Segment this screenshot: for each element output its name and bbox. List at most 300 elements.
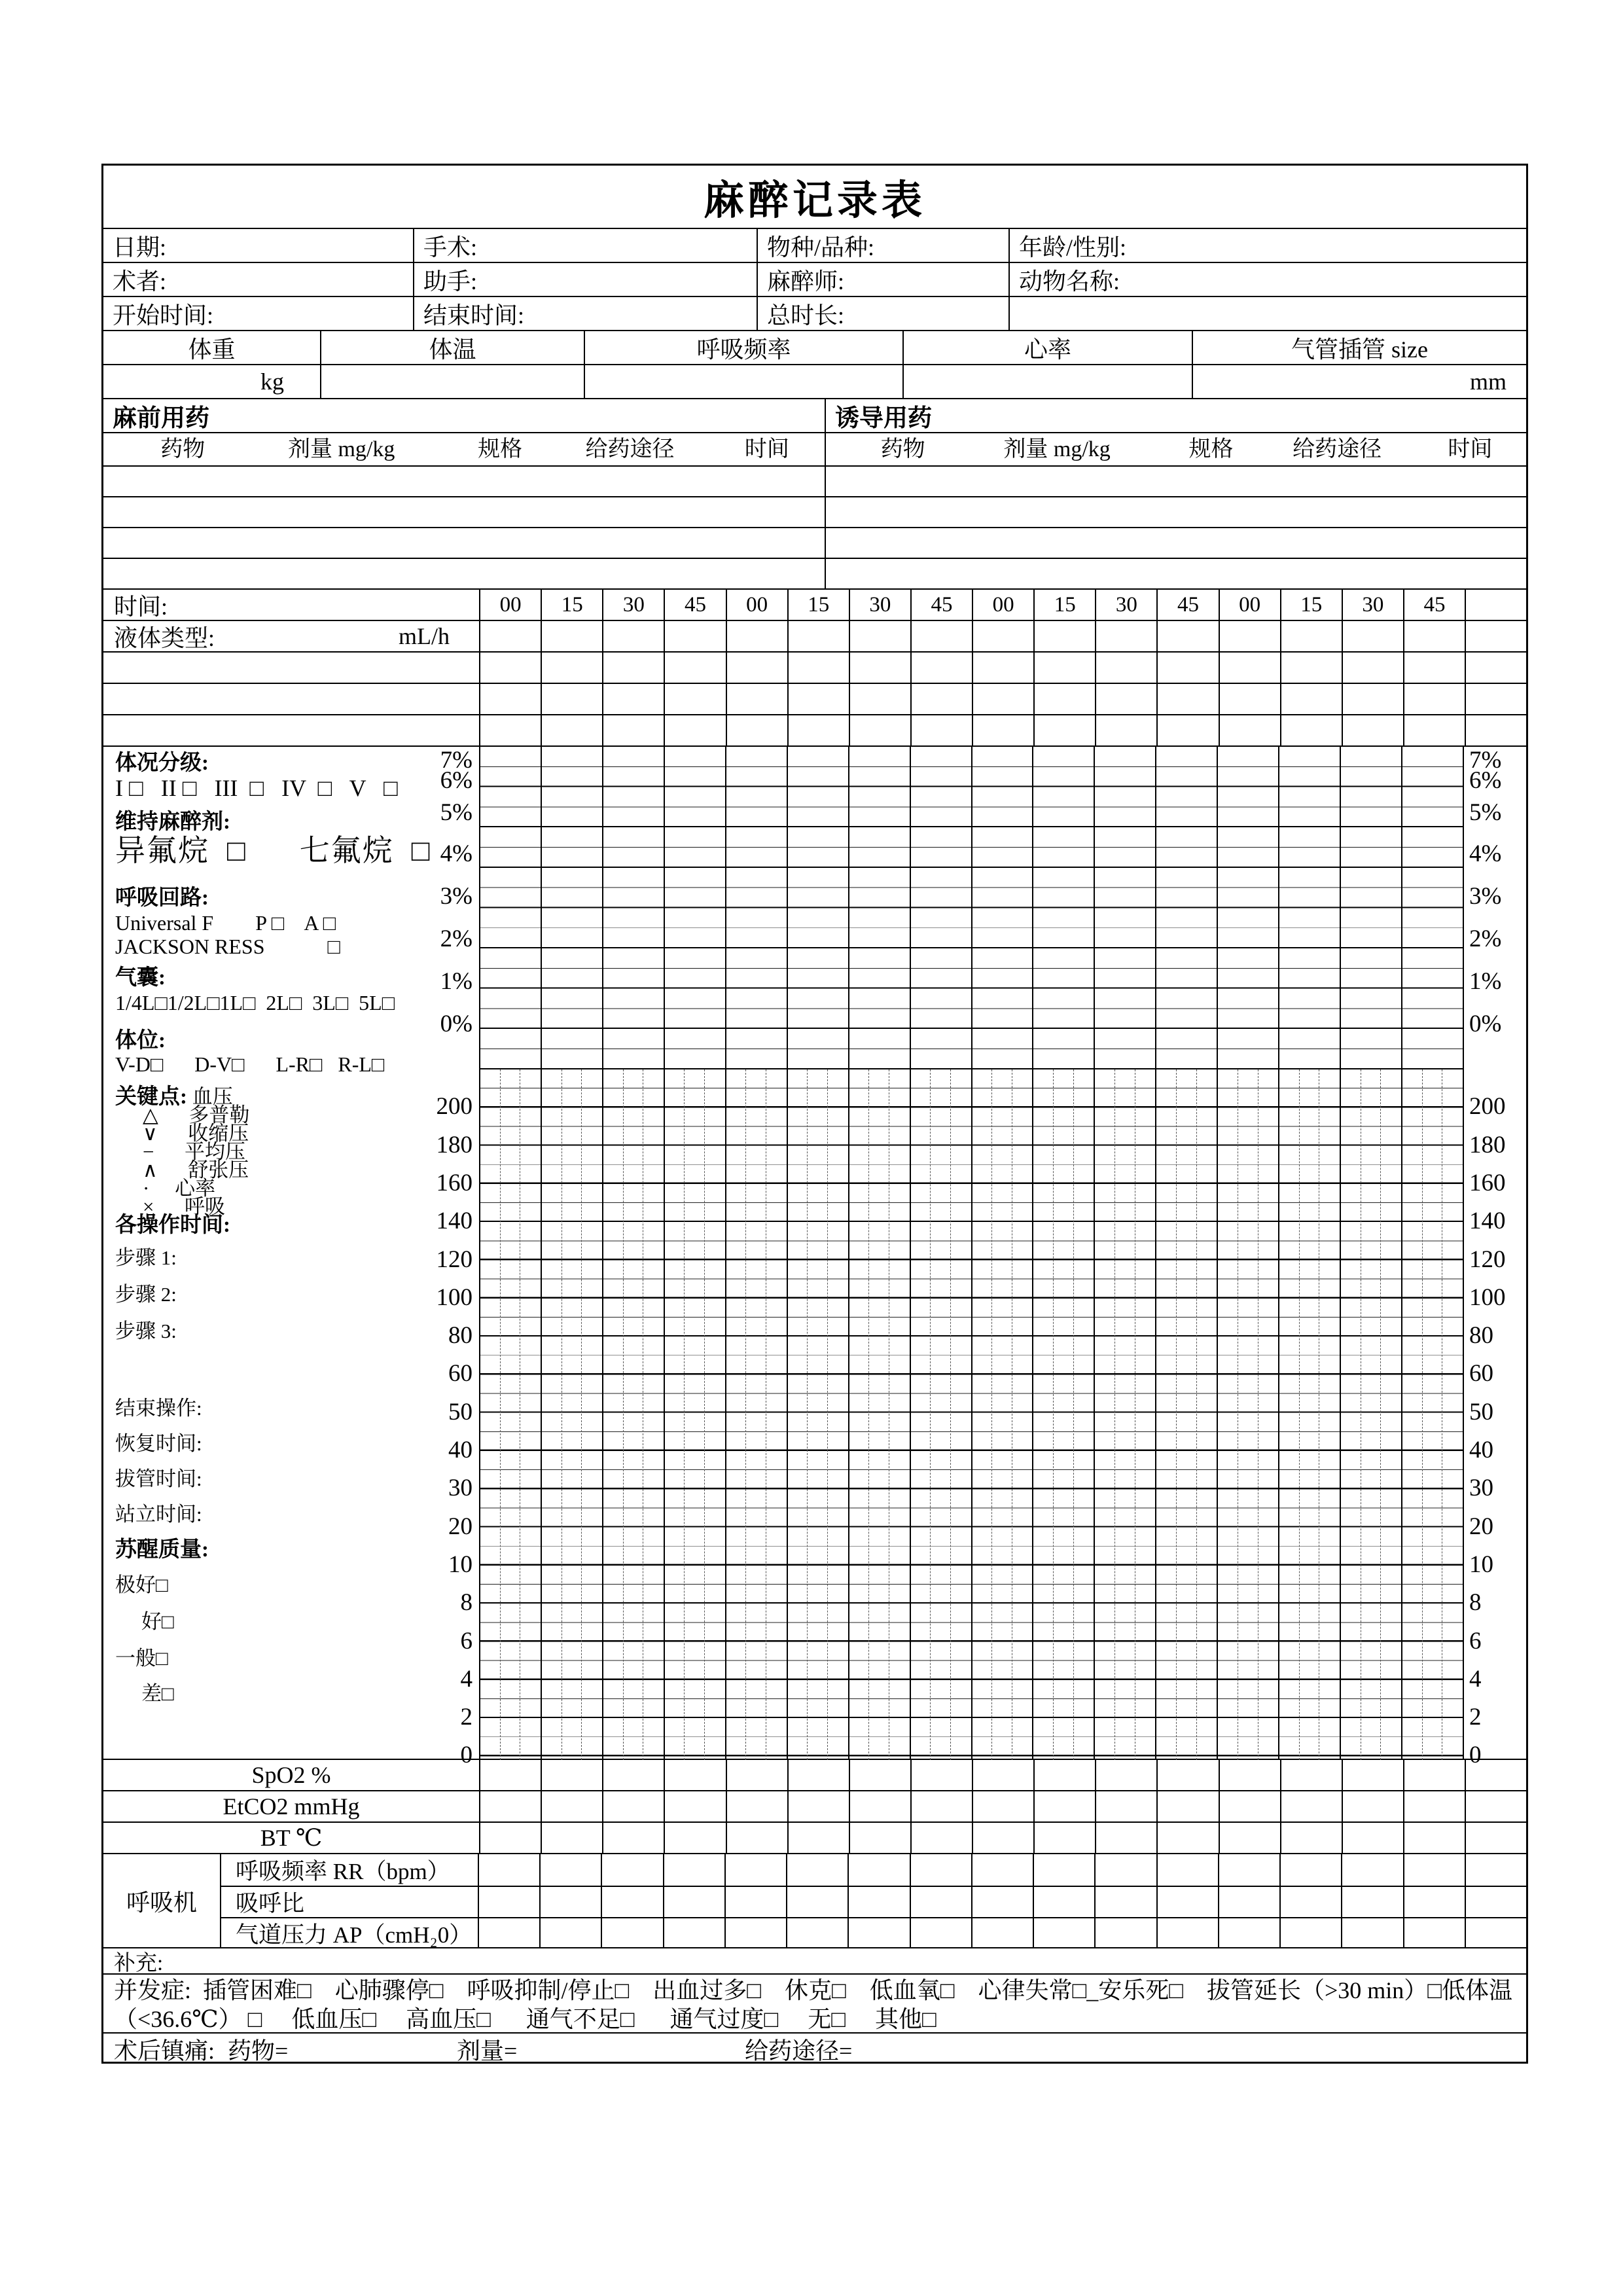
grid-cell [663,1854,724,1886]
percent-axis-label-right: 1% [1469,968,1502,995]
grid-cell [726,715,787,745]
five-min-subcolumn [1381,1069,1401,1760]
five-min-subcolumn [603,1069,624,1760]
grid-cell [726,1823,787,1853]
grid-cell [1033,684,1095,714]
grid-cell [1156,684,1218,714]
percent-axis-label-left: 2% [440,925,473,952]
five-min-subcolumn [911,1069,931,1760]
respiratory-rate-header: 呼吸频率 [584,331,902,364]
drug-entry-row [103,527,1526,558]
grid-cell [1342,1760,1403,1790]
postop-drug-label: 药物= [228,2037,289,2064]
grid-cell [541,621,602,651]
grid-cell [1341,1854,1402,1886]
postop-dose-label: 剂量= [457,2037,518,2064]
grid-cell [1341,1887,1402,1917]
grid-cell [1219,1760,1280,1790]
grid-cell [1342,653,1403,683]
grid-cell [787,621,849,651]
breathing-circuit-label: 呼吸回路: [115,886,209,910]
extra-grid-row [103,714,1526,745]
five-min-subcolumn [1197,1069,1217,1760]
vitals-axis-label-left: 180 [436,1131,473,1158]
five-min-subcolumn [972,1069,993,1760]
grid-cell: 45 [1403,590,1465,620]
five-min-subcolumn [869,1069,889,1760]
vitals-axis-label-right: 120 [1469,1246,1506,1273]
grid-cell [1033,1823,1095,1853]
grid-cell [1465,715,1526,745]
total-duration-field: 总时长: [757,297,1008,330]
grid-cell [1218,1887,1279,1917]
ventilator-ie-ratio-label: 吸呼比 [221,1887,479,1917]
percent-axis-label-left: 1% [440,968,473,995]
grid-cell [910,621,972,651]
ventilator-airway-pressure-label: 气道压力 AP（cmH₂0） [221,1918,479,1948]
five-min-subcolumn [520,1069,541,1760]
grid-cell [664,684,725,714]
ventilator-rr-label: 呼吸频率 RR（bpm） [221,1854,479,1886]
vitals-units-row [103,364,1526,398]
grid-cell [479,1887,539,1917]
vitals-axis-label-left: 80 [448,1322,473,1350]
maintenance-anesthetic-label: 维持麻醉剂: [115,810,230,834]
five-min-subcolumn [1341,1069,1361,1760]
grid-cell [1280,715,1342,745]
grid-cell: 15 [1280,590,1342,620]
chart-grid-area [480,747,1526,1769]
five-min-subcolumn [1095,1069,1115,1760]
chart-column [1033,1069,1095,1760]
grid-cell [971,1918,1033,1948]
vitals-header-row [103,330,1526,364]
time-header-row [103,588,1526,620]
grid-cell: 15 [1033,590,1095,620]
percent-column [972,747,1034,1068]
respiratory-rate-value-cell [584,365,902,398]
vitals-axis-label-right: 180 [1469,1131,1506,1158]
operation-times-label: 各操作时间: [115,1213,230,1237]
percent-column [726,747,788,1068]
grid-cell [1156,1791,1218,1821]
vitals-axis-label-right: 8 [1469,1589,1482,1617]
percent-axis-label-left: 7% [440,747,473,774]
grid-cell [664,653,725,683]
percent-axis-label-right: 5% [1469,799,1502,826]
grid-cell [910,653,972,683]
grid-cell [1341,1918,1402,1948]
heart-rate-value-cell [902,365,1192,398]
grid-cell [663,1887,724,1917]
legend-systolic: ∨ 收缩压 [143,1122,249,1145]
vitals-axis-label-right: 0 [1469,1742,1482,1769]
grid-cell [1095,715,1156,745]
premed-col-drug: 药物 [160,437,205,461]
spo2-row [103,1759,1526,1790]
five-min-subcolumn [1074,1069,1094,1760]
grid-cell: 30 [602,590,664,620]
vitals-axis-label-left: 0 [460,1742,473,1769]
grid-cell [1465,1918,1526,1948]
grid-cell [1465,621,1526,651]
chart-column [972,1069,1034,1760]
five-min-subcolumn [643,1069,664,1760]
grid-cell [1033,1854,1094,1886]
ventilator-section [103,1853,1526,1947]
grid-cell [1219,621,1280,651]
postop-label: 术后镇痛: [114,2037,215,2064]
chart-column [788,1069,849,1760]
vitals-axis-label-left: 2 [460,1704,473,1731]
five-min-subcolumn [1218,1069,1238,1760]
grid-cell [1342,1823,1403,1853]
animal-name-field: 动物名称: [1008,263,1526,296]
drug-entry-row [103,496,1526,527]
drug-entry-row [103,465,1526,496]
grid-cell [849,1791,910,1821]
grid-cell [480,715,541,745]
grid-cell [479,1918,539,1948]
grid-cell [1219,1791,1280,1821]
five-min-subcolumn [501,1069,521,1760]
five-min-subcolumn [1279,1069,1300,1760]
position-checkboxes: V-D□ D-V□ L-R□ R-L□ [115,1052,385,1076]
extubation-time-label: 拔管时间: [115,1467,202,1490]
grid-cell [1403,653,1465,683]
vitals-axis-label-left: 10 [448,1551,473,1578]
grid-cell [1403,1791,1465,1821]
percent-column [1218,747,1279,1068]
percent-column [1402,747,1464,1068]
postop-route-label: 给药途径= [745,2037,853,2064]
five-min-subcolumn [1012,1069,1033,1760]
weight-header: 体重 [188,336,236,363]
induction-col-time: 时间 [1448,437,1493,461]
recovery-time-label: 恢复时间: [115,1432,202,1455]
grid-cell: 00 [1219,590,1280,620]
rebreathing-bag-label: 气囊: [115,966,166,990]
five-min-subcolumn [1258,1069,1279,1760]
five-min-subcolumn [889,1069,910,1760]
vitals-axis-label-left: 60 [448,1360,473,1388]
grid-cell [1280,1823,1342,1853]
grid-cell [849,653,910,683]
grid-cell [480,621,541,651]
vitals-axis-label-left: 160 [436,1169,473,1196]
grid-cell [849,621,910,651]
step3-label: 步骤 3: [115,1319,177,1342]
chart-column [480,1069,542,1760]
grid-cell [1033,621,1095,651]
chart-legend-panel [103,747,480,1769]
grid-cell [1342,684,1403,714]
vitals-axis-label-left: 40 [448,1437,473,1463]
grid-cell: 45 [910,590,972,620]
premed-col-spec: 规格 [478,437,523,461]
grid-cell [1156,1887,1218,1917]
percent-axis-label-right: 4% [1469,840,1502,867]
percent-axis-label-right: 2% [1469,925,1502,952]
body-condition-label: 体况分级: [115,751,209,775]
grid-cell [787,1760,849,1790]
vitals-axis-label-left: 50 [448,1398,473,1426]
grid-cell [971,1854,1033,1886]
five-min-subcolumn [1033,1069,1054,1760]
grid-cell [1403,715,1465,745]
premed-columns [103,433,825,465]
grid-cell [541,1791,602,1821]
grid-cell [847,1887,909,1917]
grid-cell [726,684,787,714]
vitals-axis-label-right: 50 [1469,1398,1493,1426]
grid-cell: 15 [541,590,602,620]
temperature-header: 体温 [320,331,584,364]
five-min-subcolumn [1177,1069,1197,1760]
vitals-axis-label-right: 10 [1469,1551,1493,1578]
bag-size-checkboxes: 1/4L□1/2L□1L□ 2L□ 3L□ 5L□ [115,991,395,1014]
vitals-axis-label-left: 100 [436,1283,473,1311]
position-label: 体位: [115,1029,166,1052]
recovery-quality-label: 苏醒质量: [115,1538,209,1562]
etco2-label: EtCO2 mmHg [103,1791,480,1821]
premed-col-time: 时间 [744,437,789,461]
grid-cell [664,1823,725,1853]
five-min-subcolumn [1361,1069,1382,1760]
grid-cell [602,1823,664,1853]
fluid-type-row [103,620,1526,651]
vitals-axis-label-right: 160 [1469,1169,1506,1196]
percent-axis-label-right: 7% [1469,747,1502,774]
percent-axis-label-left: 0% [440,1011,473,1037]
ventilator-ie-ratio-row [221,1886,1526,1917]
info-row-2 [103,262,1526,296]
grid-cell [972,715,1033,745]
vitals-axis-label-right: 40 [1469,1437,1493,1463]
key-points-label: 关键点: 血压 [115,1085,233,1109]
anesthetist-field: 麻醉师: [757,263,1008,296]
chart-column [1095,1069,1156,1760]
grid-cell: 30 [849,590,910,620]
five-min-subcolumn [665,1069,685,1760]
grid-cell [787,1791,849,1821]
percent-axis-label-left: 5% [440,799,473,826]
five-min-subcolumn [849,1069,870,1760]
body-temp-row [103,1821,1526,1853]
et-tube-size-header: 气管插管 size [1192,331,1526,364]
five-min-subcolumn [1115,1069,1135,1760]
legend-diastolic: ∧ 舒张压 [143,1158,249,1181]
vitals-axis-label-left: 6 [460,1627,473,1655]
percent-column [849,747,911,1068]
grid-cell [910,1887,971,1917]
vitals-axis-label-left: 200 [436,1093,473,1121]
five-min-subcolumn [951,1069,971,1760]
percent-column [1033,747,1095,1068]
grid-cell [1403,1823,1465,1853]
vitals-axis-label-left: 4 [460,1665,473,1693]
grid-cell [1095,653,1156,683]
grid-cell [1342,1791,1403,1821]
grid-cell [1094,1887,1156,1917]
grid-cell [726,653,787,683]
vitals-axis-label-right: 20 [1469,1513,1493,1540]
induction-columns [825,433,1526,465]
ventilator-airway-pressure-row [221,1917,1526,1948]
grid-cell [849,715,910,745]
five-min-subcolumn [582,1069,602,1760]
postop-analgesia-row [103,2032,1526,2065]
five-min-subcolumn [1300,1069,1320,1760]
percent-axis-label-right: 6% [1469,767,1502,794]
induction-col-spec: 规格 [1188,437,1234,461]
vitals-chart-grid [480,1069,1464,1760]
grid-cell [972,1823,1033,1853]
percent-axis-label-left: 6% [440,767,473,794]
grid-cell: 30 [1095,590,1156,620]
info-row-1 [103,228,1526,262]
legend-doppler: △ 多普勒 [143,1103,250,1126]
grid-cell [849,1760,910,1790]
grid-cell [786,1918,847,1948]
grid-cell [1094,1854,1156,1886]
grid-cell [1219,653,1280,683]
five-min-subcolumn [808,1069,828,1760]
drug-section-band [103,398,1526,432]
grid-cell [541,1823,602,1853]
grid-cell [663,1918,724,1948]
grid-cell [1095,1823,1156,1853]
grid-cell [1156,1918,1218,1948]
premed-col-dose: 剂量 mg/kg [287,437,395,461]
grid-cell [724,1918,786,1948]
grid-cell [601,1918,662,1948]
grid-cell [1156,1760,1218,1790]
supplement-label: 补充: [114,1951,164,1975]
grid-cell [1403,621,1465,651]
grid-cell [787,653,849,683]
chart-column [1218,1069,1279,1760]
form-title-row [103,166,1526,228]
grid-cell [910,715,972,745]
surgery-field: 手术: [413,229,757,262]
step1-label: 步骤 1: [115,1246,177,1269]
extra-grid-row [103,651,1526,683]
grid-cell: 00 [499,592,522,617]
five-min-subcolumn [1156,1069,1177,1760]
legend-respiration: × 呼吸 [143,1195,225,1218]
induction-section-title: 诱导用药 [835,405,932,432]
five-min-subcolumn [1238,1069,1258,1760]
surgeon-field: 术者: [113,268,167,295]
complications-row [103,1973,1526,2032]
time-row-label: 时间: [103,590,480,620]
grid-cell [1033,1760,1095,1790]
universal-f-checkboxes: Universal F P □ A □ [115,911,336,935]
chart-column [726,1069,788,1760]
percent-column [665,747,726,1068]
grid-cell [847,1918,909,1948]
five-min-subcolumn [766,1069,787,1760]
grid-cell [1280,1791,1342,1821]
standing-time-label: 站立时间: [115,1503,202,1526]
grid-cell [602,621,664,651]
start-time-field: 开始时间: [113,302,214,329]
species-field: 物种/品种: [757,229,1008,262]
temperature-value-cell [320,365,584,398]
grid-cell [1156,653,1218,683]
grid-cell [1280,621,1342,651]
induction-col-route: 给药途径 [1293,437,1382,461]
grid-cell [786,1854,847,1886]
percent-column [603,747,665,1068]
grid-cell [602,653,664,683]
grid-cell [1403,1918,1465,1948]
grid-cell [1465,684,1526,714]
grid-cell [1279,1854,1341,1886]
five-min-subcolumn [828,1069,848,1760]
grid-cell [539,1887,601,1917]
grid-cell [480,684,541,714]
five-min-subcolumn [542,1069,562,1760]
five-min-subcolumn [1135,1069,1156,1760]
grid-cell [910,1760,972,1790]
vitals-axis-label-left: 30 [448,1475,473,1502]
asa-grade-checkboxes: I □ II □ III □ IV □ V □ [115,775,398,801]
grid-cell [1465,653,1526,683]
end-operation-label: 结束操作: [115,1397,202,1420]
grid-cell [724,1854,786,1886]
grid-cell [1218,1918,1279,1948]
grid-cell [602,1760,664,1790]
grid-cell: 30 [1342,590,1403,620]
five-min-subcolumn [1054,1069,1074,1760]
chart-column [542,1069,603,1760]
grid-cell [972,684,1033,714]
end-time-field: 结束时间: [413,297,757,330]
supplement-row [103,1947,1526,1973]
chart-column [665,1069,726,1760]
grid-cell [910,1854,971,1886]
drug-columns-header-row [103,432,1526,465]
grid-cell [1465,590,1526,620]
vitals-axis-label-right: 30 [1469,1475,1493,1502]
recovery-fair-checkbox: 一般□ [115,1647,168,1670]
grid-cell [664,621,725,651]
grid-cell [601,1854,662,1886]
age-sex-field: 年龄/性别: [1008,229,1526,262]
chart-column [1341,1069,1402,1760]
grid-cell [1280,684,1342,714]
grid-cell [726,1791,787,1821]
grid-cell [787,684,849,714]
date-field: 日期: [113,234,167,260]
extra-grid-row [103,683,1526,714]
grid-cell [541,715,602,745]
grid-cell [1156,621,1218,651]
info-row-3 [103,296,1526,330]
grid-cell [1342,621,1403,651]
grid-cell: 15 [787,590,849,620]
grid-cell [1033,1791,1095,1821]
vitals-axis-label-right: 60 [1469,1360,1493,1388]
five-min-subcolumn [1319,1069,1340,1760]
fluid-row-label [103,621,480,651]
five-min-subcolumn [705,1069,725,1760]
grid-cell [786,1887,847,1917]
jackson-rees-checkbox: JACKSON RESS □ [115,935,340,958]
five-min-subcolumn [480,1069,501,1760]
